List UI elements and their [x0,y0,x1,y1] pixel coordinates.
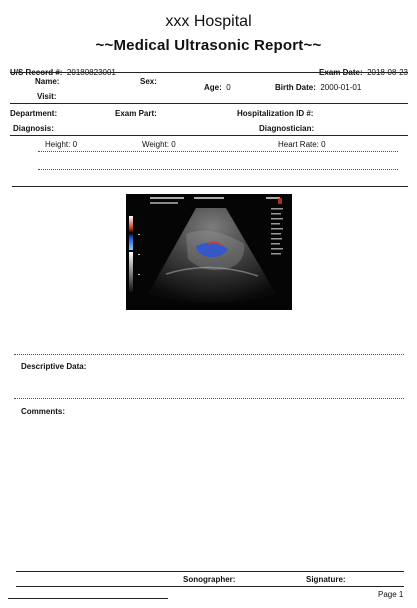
hospital-name: xxx Hospital [165,13,252,30]
sonographer-label: Sonographer: [183,575,236,584]
vitals-divider [12,186,408,187]
footer-edge-line [8,598,168,599]
page-number: Page 1 [378,590,404,599]
vitals-dotted-line-1 [38,151,398,152]
exam-part-label: Exam Part: [115,109,157,118]
vitals-dotted-line-2 [38,169,398,170]
age-field [204,77,231,95]
heart-rate-value: 0 [321,140,326,149]
weight-value: 0 [171,140,176,149]
birth-date-field [275,77,361,95]
record-number-row [10,62,116,80]
department-label: Department: [10,109,58,118]
footer-top-line [16,571,404,572]
diagnosis-label: Diagnosis: [13,124,54,133]
report-title: ~~Medical Ultrasonic Report~~ [95,37,322,54]
descriptive-data-label: Descriptive Data: [21,362,87,371]
sex-label: Sex: [140,77,157,86]
height-label: Height: [45,140,71,149]
exam-date-value: 2018-08-23 [367,68,408,77]
exam-date-label: Exam Date: [319,68,363,77]
record-label: U/S Record #: [10,68,63,77]
hospitalization-id-label: Hospitalization ID #: [237,109,314,118]
signature-label: Signature: [306,575,346,584]
heart-rate-field [278,140,326,149]
birth-date-label: Birth Date: [275,83,316,92]
birth-date-value: 2000-01-01 [320,83,362,92]
patient-divider [10,103,408,104]
record-value: 20180823001 [66,68,116,77]
descriptive-bottom-line [14,398,404,399]
weight-label: Weight: [142,140,169,149]
footer-bottom-line [16,586,404,587]
age-label: Age: [204,83,222,92]
header-divider [10,72,408,73]
visit-label: Visit: [37,92,57,101]
name-label: Name: [35,77,60,86]
age-value: 0 [226,83,231,92]
weight-field [142,140,176,149]
height-value: 0 [72,140,78,149]
height-field [45,140,77,149]
ultrasound-scan-graphic [126,194,292,310]
diagnostician-label: Diagnostician: [259,124,315,133]
ultrasound-image [126,194,292,310]
descriptive-top-line [14,354,404,355]
exam-divider [10,135,408,136]
comments-label: Comments: [21,407,66,416]
heart-rate-label: Heart Rate: [278,140,319,149]
